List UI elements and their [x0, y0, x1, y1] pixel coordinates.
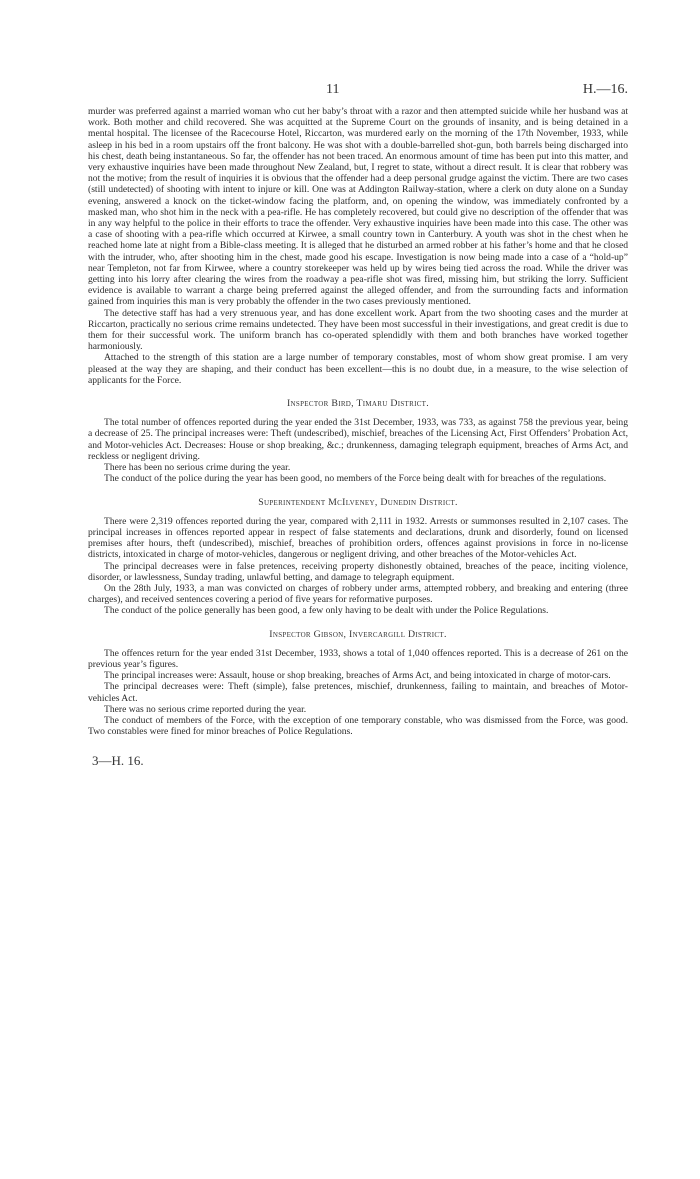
- body-paragraph: Attached to the strength of this station are a large number of temporary constables, most of whom show great promise. I am very pleased at the way they are shaping, and their conduct has been excellent—this is no doubt due, in a measure, to the wise selection of applicants for the Force.: [88, 352, 628, 386]
- body-paragraph: The principal decreases were: Theft (simple), false pretences, mischief, drunkenness, failing to maintain, and breaches of Motor-vehicles Act.: [88, 681, 628, 704]
- section-heading: Inspector Gibson, Invercargill District.: [269, 628, 447, 640]
- document-page: [88, 84, 628, 767]
- body-paragraph: On the 28th July, 1933, a man was convicted on charges of robbery under arms, attempted robbery, and breaking and entering (three charges), and received sentences covering a period of five years for reformative purposes.: [88, 582, 628, 606]
- body-paragraph: The conduct of the police generally has been good, a few only having to be dealt with under the Police Regulations.: [104, 605, 549, 617]
- section-heading: Inspector Bird, Timaru District.: [286, 398, 430, 410]
- body-paragraph: The conduct of the police during the year has been good, no members of the Force being dealt with for breaches of the regulations.: [104, 473, 607, 485]
- page-header: [88, 84, 628, 106]
- body-paragraph: There has been no serious crime during the year.: [104, 462, 291, 474]
- page-footer-signature: 3—H. 16.: [92, 753, 144, 769]
- body-paragraph: The total number of offences reported during the year ended the 31st December, 1933, was 733, as against 758 the previous year, being a decrease of 25. The principal increases were: Theft (undescribed), mischief, breaches of the Licensing Act, First Offenders’ Probation Act, and Motor-vehicles Act. Decreases: House or shop breaking, &c.; drunkenness, damaging telegraph equipment, breaches of Arms Act, and reckless or negligent driving.: [88, 417, 628, 462]
- body-paragraph: The detective staff has had a very strenuous year, and has done excellent work. Apart from the two shooting cases and the murder at Riccarton, practically no serious crime remains undetected. They have been most successful in their investigations, and great credit is due to them for their successful work. The uniform branch has co-operated splendidly with them and both branches have worked together harmoniously.: [88, 307, 628, 353]
- body-paragraph: The conduct of members of the Force, with the exception of one temporary constable, who was dismissed from the Force, was good. Two constables were fined for minor breaches of Police Regulations.: [88, 714, 628, 738]
- body-paragraph: The principal increases were: Assault, house or shop breaking, breaches of Arms Act, and being intoxicated in charge of motor-cars.: [104, 670, 611, 682]
- section-heading: Superintendent McIlveney, Dunedin District.: [258, 496, 458, 508]
- body-paragraph: murder was preferred against a married woman who cut her baby’s throat with a razor and then attempted suicide while her husband was at work. Both mother and child recovered. She was acquitted at the Supreme Court on the grounds of insanity, and is being detained in a mental hospital. The licensee of the Racecourse Hotel, Riccarton, was murdered early on the morning of the 17th November, 1933, while asleep in his bed in a room upstairs off the front balcony. He was shot with a double-barrelled shot-gun, both barrels being discharged into his chest, death being instantaneous. So far, the offender has not been traced. An enormous amount of time has been put into this matter, and very exhaustive inquiries have been made throughout New Zealand, but, I regret to state, without a direct result. It is clear that robbery was not the motive; from the result of inquiries it is obvious that the offender had a deep personal grudge against the victim. There are two cases (still undetected) of shooting with intent to injure or kill. One was at Addington Railway-station, where a clerk on duty alone on a Sunday evening, answered a knock on the ticket-window facing the platform, and, on opening the window, was immediately confronted by a masked man, who shot him in the neck with a pea-rifle. He has completely recovered, but could give no description of the offender that was in any way helpful to the police in their efforts to trace the offender. Very exhaustive inquiries have been made into this case. The other was a case of shooting with a pea-rifle which occurred at Kirwee, a small country town in Canterbury. A youth was shot in the chest when he reached home late at night from a Bible-class meeting. It is alleged that he disturbed an armed robber at his father’s home and that he closed with the intruder, who, after shooting him in the chest, made good his escape. Investigation is now being made into a case of a “hold-up” near Templeton, not far from Kirwee, where a country storekeeper was held up by wires being tied across the road. While the driver was getting into his lorry after clearing the wires from the roadway a pea-rifle shot was fired, missing him, but striking the lorry. Sufficient evidence is available to warrant a charge being preferred against the alleged offender, and from the surrounding facts and information gained from inquiries this man is very probably the offender in the two cases previously mentioned.: [88, 106, 628, 308]
- body-paragraph: There was no serious crime reported during the year.: [104, 703, 307, 715]
- body-paragraph: The principal decreases were in false pretences, receiving property dishonestly obtained, breaches of the peace, inciting violence, disorder, or lawlessness, Sunday trading, unlawful betting, and damage to telegraph equipment.: [88, 560, 628, 583]
- body-paragraph: There were 2,319 offences reported during the year, compared with 2,111 in 1932. Arrests or summonses resulted in 2,107 cases. The principal increases in offences reported appear in respect of false statements and declarations, drunk and disorderly, found on licensed premises after hours, theft (undescribed), mischief, breaches of prohibition orders, offences against provisions in force in no-license districts, intoxicated in charge of motor-vehicles, dangerous or negligent driving, and other breaches of the Motor-vehicles Act.: [88, 515, 628, 561]
- body-paragraph: The offences return for the year ended 31st December, 1933, shows a total of 1,040 offences reported. This is a decrease of 261 on the previous year’s figures.: [88, 647, 628, 670]
- report-reference: H.—16.: [582, 82, 628, 97]
- page-number: 11: [326, 82, 340, 97]
